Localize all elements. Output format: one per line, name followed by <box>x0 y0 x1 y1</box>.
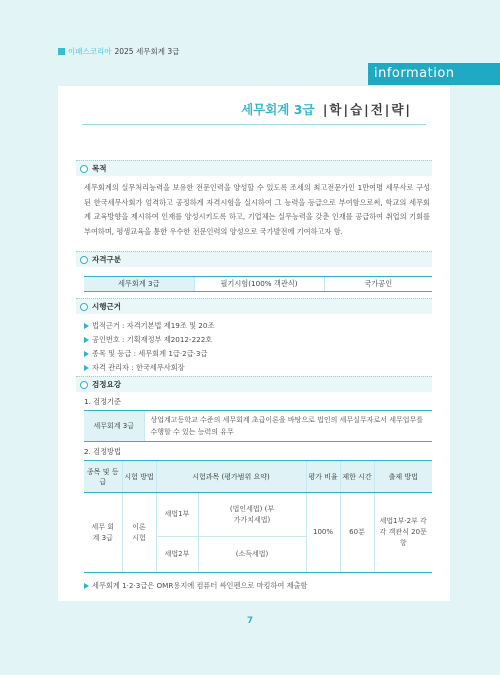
triangle-bullet-icon <box>84 337 89 343</box>
qualification-table <box>84 276 432 292</box>
section-exam-heading: 검정요강 <box>76 376 432 392</box>
exam-criteria-subtitle: 1. 검정기준 <box>84 397 121 406</box>
list-item: 종목 및 등급 : 세무회계 1급·2급·3급 <box>84 347 214 361</box>
title-sub: |학|습|전|략| <box>322 102 412 117</box>
list-item: 법적근거 : 자격기본법 제19조 및 20조 <box>84 319 214 333</box>
cell-time: 60분 <box>340 493 374 573</box>
basis-list <box>84 319 214 375</box>
page-number: 7 <box>246 616 254 626</box>
header-subject: 시험과목 (평가범위 요약) <box>156 461 306 493</box>
bullet-dot-icon <box>80 381 88 389</box>
bullet-dot-icon <box>80 303 88 311</box>
header-method: 시험 방법 <box>122 461 156 493</box>
exam-method-subtitle: 2. 검정방법 <box>84 447 121 456</box>
list-item: 공인번호 : 기획재정부 제2012-222호 <box>84 333 214 347</box>
qualification-grade: 세무회계 3급 <box>84 277 194 292</box>
qualification-status: 국가공인 <box>324 277 432 292</box>
section-basis-heading: 시행근거 <box>76 298 432 314</box>
header-time: 제한 시간 <box>340 461 374 493</box>
cell-subject2-scope: (소득세법) <box>198 537 306 573</box>
list-item: 자격 관리자 : 한국세무사회장 <box>84 361 214 375</box>
exam-criteria-table <box>84 410 432 442</box>
criteria-description: 상업계고등학교 수준의 세무회계 초급이론을 바탕으로 법인의 세무실무자로서 세무업무를 수행할 수 있는 능력의 유무 <box>144 411 432 442</box>
criteria-grade: 세무회계 3급 <box>84 411 144 442</box>
cell-grade: 세무 회계 3급 <box>84 493 122 573</box>
exam-method-table <box>84 460 432 573</box>
bullet-dot-icon <box>80 165 88 173</box>
cell-question-type: 세법1부·2부 각각 객관식 20문항 <box>374 493 432 573</box>
bullet-dot-icon <box>80 256 88 264</box>
section-qualification-heading: 자격구분 <box>76 251 432 267</box>
triangle-bullet-icon <box>84 351 89 357</box>
brand-name: 이패스코리아 <box>68 47 112 56</box>
omr-note: 세무회계 1·2·3급은 OMR용지에 컴퓨터 싸인펜으로 마킹하여 제출함 <box>84 581 308 591</box>
content-page <box>58 86 450 601</box>
title-main: 세무회계 3급 <box>241 102 315 117</box>
page-title <box>58 100 450 118</box>
title-divider <box>82 124 426 125</box>
cell-subject2-name: 세법2부 <box>156 537 198 573</box>
header-question-type: 출제 방법 <box>374 461 432 493</box>
purpose-text: 세무회계의 실무처리능력을 보유한 전문인력을 양성할 수 있도록 조세의 최고전문가인 1만여명 세무사로 구성된 한국세무사회가 엄격하고 공정하게 자격시험을 실시하여 그 능력을 등급으로 부여함으로써, 학교의 세무회계 교육방향을 제시하여 인재를 양성시키도록 하고, 기업체는 실무능력을 갖춘 인재를 공급하여 취업의 기회를 부여하며, 평생교육을 통한 우수한 전문인력의 양성으로 국가발전에 기여하고자 함. <box>84 183 430 236</box>
triangle-bullet-icon <box>84 323 89 329</box>
running-header <box>58 46 179 57</box>
cell-method: 이론 시험 <box>122 493 156 573</box>
header-grade: 종목 및 등급 <box>84 461 122 493</box>
triangle-bullet-icon <box>84 365 89 371</box>
cell-ratio: 100% <box>306 493 340 573</box>
cell-subject1-scope: (법인세법) (부가가치세법) <box>198 493 306 537</box>
book-title: 2025 세무회계 3급 <box>114 47 180 56</box>
qualification-exam-type: 필기시험(100% 객관식) <box>194 277 324 292</box>
square-icon <box>58 48 65 55</box>
header-ratio: 평가 비율 <box>306 461 340 493</box>
information-tab: information <box>368 63 500 85</box>
triangle-bullet-icon <box>84 583 89 589</box>
section-purpose-heading: 목적 <box>76 160 432 176</box>
cell-subject1-name: 세법1부 <box>156 493 198 537</box>
